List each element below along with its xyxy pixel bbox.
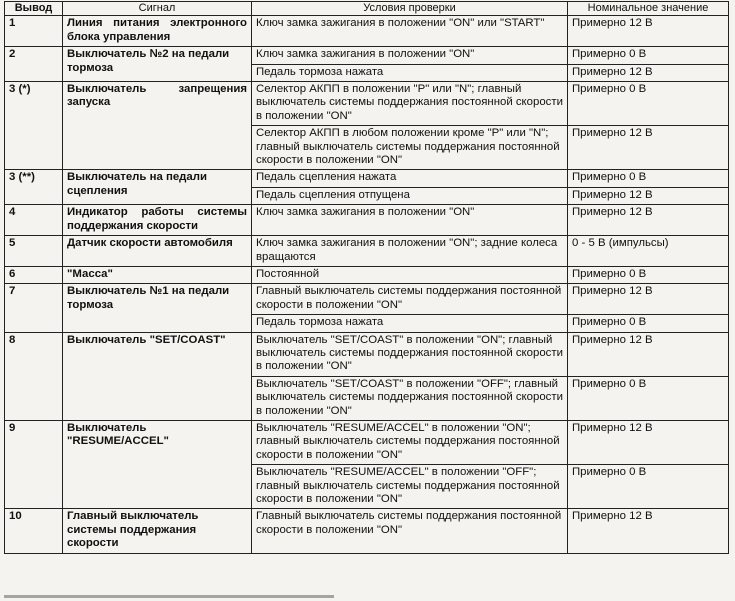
signal-name: Выключатель №2 на педали тормоза — [63, 47, 252, 82]
nominal-value: Примерно 0 В — [568, 170, 729, 187]
table-row — [5, 420, 729, 464]
signal-name: Линия питания электронного блока управления — [63, 16, 252, 47]
nominal-value: Примерно 12 В — [568, 64, 729, 81]
check-condition: Селектор АКПП в положении "P" или "N"; главный выключатель системы поддержания постоянной скорости в положении "ON" — [252, 82, 568, 126]
table-body — [5, 16, 729, 553]
table-row — [5, 509, 729, 553]
nominal-value: Примерно 0 В — [568, 376, 729, 420]
check-condition: Ключ замка зажигания в положении "ON" — [252, 47, 568, 64]
pin-number: 3 (*) — [5, 82, 63, 170]
table-row — [5, 82, 729, 126]
check-condition: Постоянной — [252, 266, 568, 283]
nominal-value: Примерно 0 В — [568, 47, 729, 64]
nominal-value: Примерно 12 В — [568, 284, 729, 315]
check-condition: Ключ замка зажигания в положении "ON"; задние колеса вращаются — [252, 236, 568, 267]
check-condition: Селектор АКПП в любом положении кроме "P" или "N"; главный выключатель системы поддержания постоянной скорости в положении "ON" — [252, 126, 568, 170]
signal-name: Выключатель "RESUME/ACCEL" — [63, 420, 252, 508]
header-signal: Сигнал — [63, 2, 252, 16]
signal-name: Главный выключатель системы поддержания скорости — [63, 509, 252, 553]
nominal-value: Примерно 12 В — [568, 16, 729, 47]
check-condition: Ключ замка зажигания в положении "ON" или "START" — [252, 16, 568, 47]
check-condition: Ключ замка зажигания в положении "ON" — [252, 205, 568, 236]
table-row — [5, 236, 729, 267]
nominal-value: Примерно 12 В — [568, 126, 729, 170]
check-condition: Выключатель "RESUME/ACCEL" в положении "ON"; главный выключатель системы поддержания постоянной скорости в положении "ON" — [252, 420, 568, 464]
pin-number: 7 — [5, 284, 63, 332]
nominal-value: Примерно 0 В — [568, 266, 729, 283]
pin-check-table — [4, 1, 729, 554]
header-condition: Условия проверки — [252, 2, 568, 16]
nominal-value: Примерно 12 В — [568, 205, 729, 236]
check-condition: Выключатель "SET/COAST" в положении "OFF"; главный выключатель системы поддержания постоянной скорости в положении "ON" — [252, 376, 568, 420]
table-header-row — [5, 2, 729, 16]
signal-name: Датчик скорости автомобиля — [63, 236, 252, 267]
footer-divider — [4, 595, 334, 598]
signal-name: "Масса" — [63, 266, 252, 283]
nominal-value: Примерно 0 В — [568, 315, 729, 332]
signal-name: Выключатель на педали сцепления — [63, 170, 252, 205]
nominal-value: Примерно 12 В — [568, 509, 729, 553]
signal-name: Выключатель №1 на педали тормоза — [63, 284, 252, 332]
check-condition: Главный выключатель системы поддержания постоянной скорости в положении "ON" — [252, 509, 568, 553]
pin-number: 1 — [5, 16, 63, 47]
pin-number: 3 (**) — [5, 170, 63, 205]
check-condition: Педаль сцепления отпущена — [252, 187, 568, 204]
header-pin: Вывод — [5, 2, 63, 16]
pin-number: 9 — [5, 420, 63, 508]
check-condition: Педаль тормоза нажата — [252, 64, 568, 81]
pin-number: 8 — [5, 332, 63, 420]
signal-name: Выключатель запрещения запуска — [63, 82, 252, 170]
pin-number: 10 — [5, 509, 63, 553]
nominal-value: Примерно 0 В — [568, 82, 729, 126]
nominal-value: Примерно 12 В — [568, 420, 729, 464]
table-row — [5, 170, 729, 187]
header-value: Номинальное значение — [568, 2, 729, 16]
nominal-value: 0 - 5 В (импульсы) — [568, 236, 729, 267]
table-row — [5, 47, 729, 64]
table-row — [5, 16, 729, 47]
table-row — [5, 266, 729, 283]
check-condition: Выключатель "SET/COAST" в положении "ON"; главный выключатель системы поддержания постоянной скорости в положении "ON" — [252, 332, 568, 376]
nominal-value: Примерно 12 В — [568, 187, 729, 204]
nominal-value: Примерно 0 В — [568, 465, 729, 509]
check-condition: Педаль тормоза нажата — [252, 315, 568, 332]
table-row — [5, 332, 729, 376]
check-condition: Педаль сцепления нажата — [252, 170, 568, 187]
pin-number: 5 — [5, 236, 63, 267]
nominal-value: Примерно 12 В — [568, 332, 729, 376]
signal-name: Индикатор работы системы поддержания скорости — [63, 205, 252, 236]
pin-number: 4 — [5, 205, 63, 236]
pin-number: 2 — [5, 47, 63, 82]
signal-name: Выключатель "SET/COAST" — [63, 332, 252, 420]
check-condition: Главный выключатель системы поддержания постоянной скорости в положении "ON" — [252, 284, 568, 315]
check-condition: Выключатель "RESUME/ACCEL" в положении "OFF"; главный выключатель системы поддержания постоянной скорости в положении "ON" — [252, 465, 568, 509]
pin-number: 6 — [5, 266, 63, 283]
table-row — [5, 205, 729, 236]
table-row — [5, 284, 729, 315]
